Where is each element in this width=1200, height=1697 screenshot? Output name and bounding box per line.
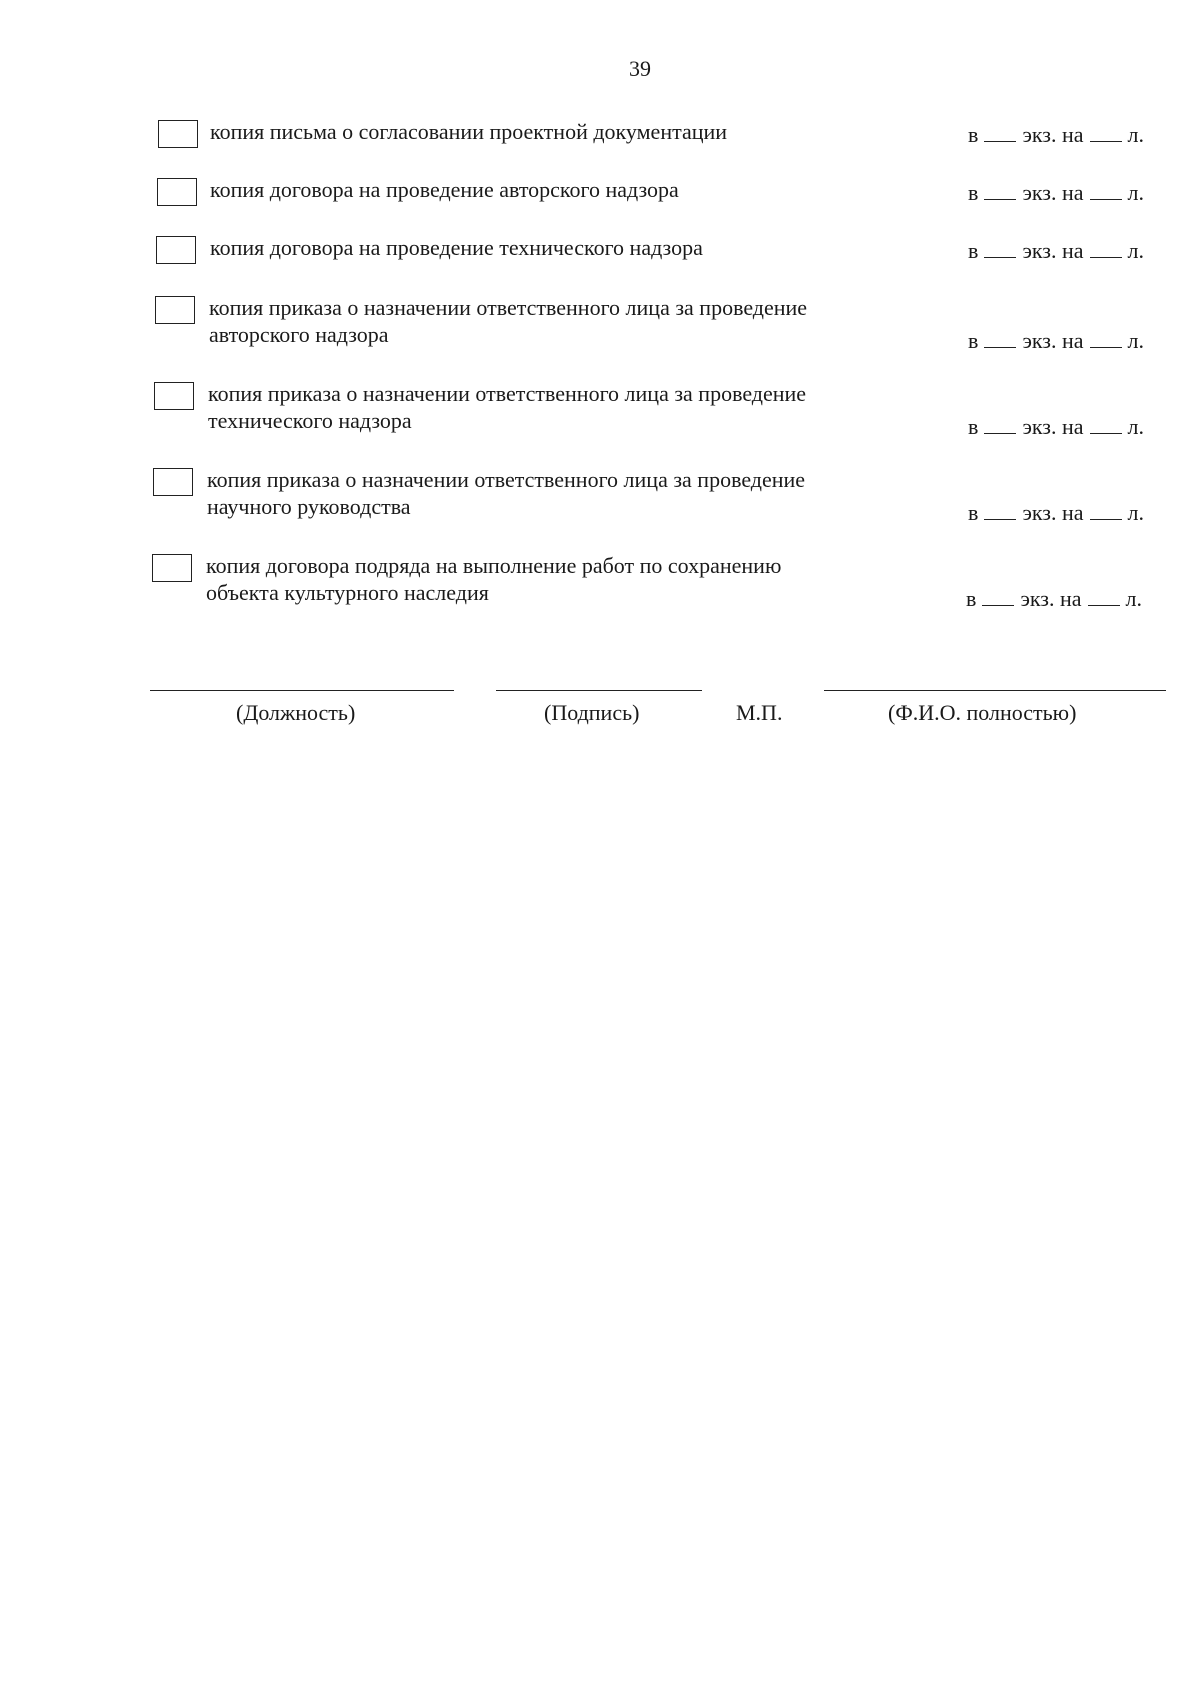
list-item xyxy=(154,118,1144,158)
copies-field xyxy=(968,500,1144,526)
copies-suffix: л. xyxy=(1127,328,1144,353)
checkbox[interactable] xyxy=(154,382,194,410)
copies-suffix: л. xyxy=(1127,414,1144,439)
sheets-count-blank[interactable] xyxy=(1090,125,1122,142)
sheets-count-blank[interactable] xyxy=(1090,241,1122,258)
item-text-line: копия приказа о назначении ответственного лица за проведение xyxy=(207,467,806,492)
signature-line[interactable] xyxy=(496,690,702,691)
copies-field xyxy=(968,180,1144,206)
item-text-line: копия договора подряда на выполнение работ по сохранению xyxy=(206,553,782,578)
sheets-count-blank[interactable] xyxy=(1090,183,1122,200)
list-item xyxy=(154,234,1144,274)
copies-prefix: в xyxy=(968,328,979,353)
item-text-line: копия приказа о назначении ответственного лица за проведение xyxy=(208,381,807,406)
copies-field xyxy=(968,122,1144,148)
item-text-line: копия приказа о назначении ответственного лица за проведение xyxy=(209,295,808,320)
list-item xyxy=(154,176,1144,216)
page-number: 39 xyxy=(629,56,651,81)
sheets-count-blank[interactable] xyxy=(1090,331,1122,348)
copies-field xyxy=(968,328,1144,354)
full-name-label: (Ф.И.О. полностью) xyxy=(888,700,1077,725)
copies-count-blank[interactable] xyxy=(984,125,1016,142)
copies-prefix: в xyxy=(968,238,979,263)
copies-prefix: в xyxy=(968,180,979,205)
copies-suffix: л. xyxy=(1127,500,1144,525)
copies-prefix: в xyxy=(968,122,979,147)
list-item xyxy=(154,380,1144,450)
item-text-line: научного руководства xyxy=(207,494,411,519)
stamp-label: М.П. xyxy=(736,700,783,725)
checkbox[interactable] xyxy=(156,236,196,264)
full-name-line[interactable] xyxy=(824,690,1166,691)
copies-middle: экз. на xyxy=(1022,180,1084,205)
checkbox[interactable] xyxy=(153,468,193,496)
item-text-line: авторского надзора xyxy=(209,322,389,347)
copies-suffix: л. xyxy=(1127,180,1144,205)
copies-count-blank[interactable] xyxy=(984,417,1016,434)
sheets-count-blank[interactable] xyxy=(1090,503,1122,520)
copies-field xyxy=(968,238,1144,264)
item-text-line: копия договора на проведение авторского надзора xyxy=(210,177,679,202)
position-label: (Должность) xyxy=(236,700,356,725)
list-item xyxy=(154,466,1144,536)
copies-prefix: в xyxy=(966,586,977,611)
copies-count-blank[interactable] xyxy=(984,503,1016,520)
item-text-line: объекта культурного наследия xyxy=(206,580,489,605)
checkbox[interactable] xyxy=(157,178,197,206)
copies-middle: экз. на xyxy=(1022,238,1084,263)
checkbox[interactable] xyxy=(152,554,192,582)
list-item xyxy=(154,294,1144,364)
sheets-count-blank[interactable] xyxy=(1090,417,1122,434)
copies-count-blank[interactable] xyxy=(982,589,1014,606)
checkbox[interactable] xyxy=(158,120,198,148)
copies-count-blank[interactable] xyxy=(984,183,1016,200)
copies-middle: экз. на xyxy=(1022,414,1084,439)
copies-middle: экз. на xyxy=(1022,328,1084,353)
item-text-line: копия договора на проведение технического надзора xyxy=(210,235,703,260)
copies-middle: экз. на xyxy=(1022,122,1084,147)
position-line[interactable] xyxy=(150,690,454,691)
copies-count-blank[interactable] xyxy=(984,241,1016,258)
copies-prefix: в xyxy=(968,500,979,525)
copies-suffix: л. xyxy=(1127,238,1144,263)
checkbox[interactable] xyxy=(155,296,195,324)
copies-field xyxy=(968,414,1144,440)
copies-field xyxy=(966,586,1142,612)
item-text-line: технического надзора xyxy=(208,408,412,433)
copies-count-blank[interactable] xyxy=(984,331,1016,348)
list-item xyxy=(154,552,1144,622)
copies-middle: экз. на xyxy=(1020,586,1082,611)
signature-block xyxy=(150,690,1166,740)
copies-suffix: л. xyxy=(1125,586,1142,611)
copies-middle: экз. на xyxy=(1022,500,1084,525)
copies-prefix: в xyxy=(968,414,979,439)
signature-label: (Подпись) xyxy=(544,700,640,725)
sheets-count-blank[interactable] xyxy=(1088,589,1120,606)
copies-suffix: л. xyxy=(1127,122,1144,147)
item-text-line: копия письма о согласовании проектной документации xyxy=(210,119,728,144)
